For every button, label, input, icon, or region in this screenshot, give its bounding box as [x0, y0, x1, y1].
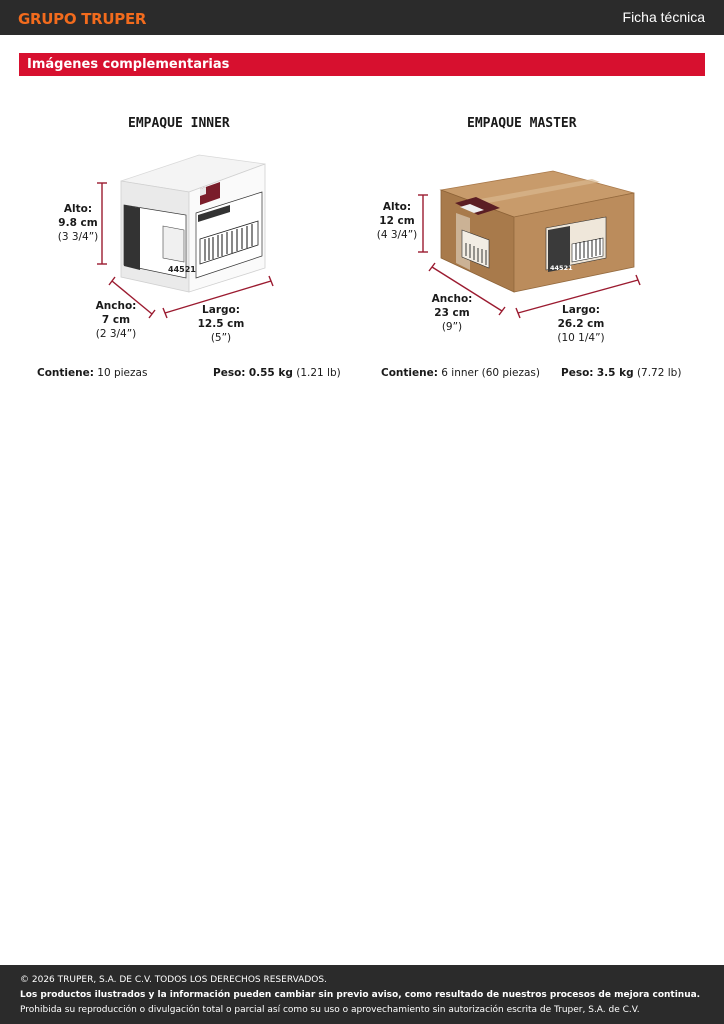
inner-title: EMPAQUE INNER	[128, 116, 230, 131]
inner-contents: Contiene: 10 piezas	[37, 367, 148, 379]
inner-weight: Peso: 0.55 kg (1.21 lb)	[213, 367, 341, 379]
footer-prohibition: Prohibida su reproducción o divulgación total o parcial así como su uso o aprovechamiento sin autorización escrita de Truper, S.A. de C.V.	[20, 1005, 640, 1015]
brand-logo: GRUPO TRUPER	[18, 10, 147, 28]
master-contents: Contiene: 6 inner (60 piezas)	[381, 367, 540, 379]
footer-notice: Los productos ilustrados y la información pueden cambiar sin previo aviso, como resultado de nuestros procesos de mejora continua.	[20, 990, 701, 1000]
master-title: EMPAQUE MASTER	[467, 116, 577, 131]
master-box-code: 44521	[550, 264, 573, 272]
master-alto-label: Alto: 12 cm (4 3/4”)	[376, 201, 418, 241]
page-title: Ficha técnica	[622, 9, 705, 25]
footer-copyright: © 2026 TRUPER, S.A. DE C.V. TODOS LOS DERECHOS RESERVADOS.	[20, 975, 327, 985]
section-title: Imágenes complementarias	[27, 57, 230, 72]
footer	[0, 965, 724, 1024]
master-largo-label: Largo: 26.2 cm (10 1/4”)	[557, 304, 605, 344]
inner-alto-label: Alto: 9.8 cm (3 3/4”)	[57, 203, 99, 243]
master-ancho-label: Ancho: 23 cm (9”)	[431, 293, 473, 333]
inner-largo-label: Largo: 12.5 cm (5”)	[197, 304, 245, 344]
master-weight: Peso: 3.5 kg (7.72 lb)	[561, 367, 682, 379]
inner-ancho-label: Ancho: 7 cm (2 3/4”)	[95, 300, 137, 340]
inner-box-code: 44521	[168, 265, 196, 274]
master-box-icon	[441, 171, 634, 292]
